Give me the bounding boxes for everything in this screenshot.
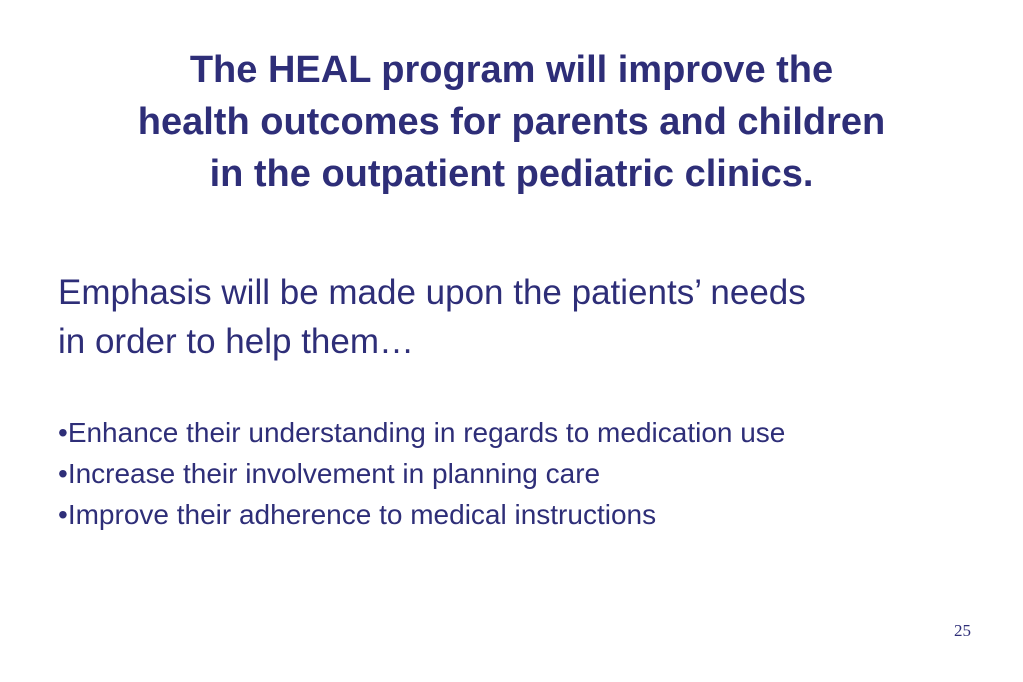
bullet-item	[58, 494, 998, 535]
emphasis-line: in order to help them…	[58, 322, 415, 361]
title-line: The HEAL program will improve the	[189, 49, 834, 91]
title-line: in the outpatient pediatric clinics.	[209, 153, 814, 195]
bullet-item	[58, 412, 998, 453]
bullet-item	[58, 453, 998, 494]
bullet-marker: •	[58, 417, 68, 448]
emphasis-paragraph	[58, 268, 988, 366]
slide-title	[0, 44, 1023, 200]
emphasis-line: Emphasis will be made upon the patients’ needs	[58, 273, 806, 312]
title-line: health outcomes for parents and children	[137, 101, 886, 143]
bullet-text: Enhance their understanding in regards to medication use	[67, 417, 786, 448]
bullet-marker: •	[58, 458, 68, 489]
bullet-text: Increase their involvement in planning care	[67, 458, 601, 489]
page-number: 25	[954, 621, 971, 640]
bullet-marker: •	[58, 499, 68, 530]
bullet-text: Improve their adherence to medical instructions	[67, 499, 657, 530]
bullet-list	[58, 412, 998, 535]
